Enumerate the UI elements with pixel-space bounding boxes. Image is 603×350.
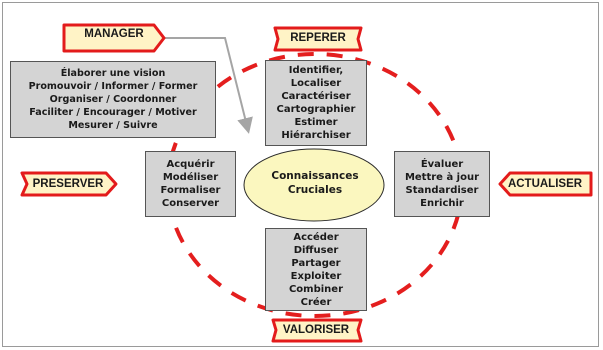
preserver-action: Formaliser bbox=[160, 185, 221, 196]
preserver-action: Conserver bbox=[161, 198, 220, 209]
center-label bbox=[254, 169, 376, 197]
reperer-actions-box bbox=[265, 60, 367, 146]
preserver-action: Modéliser bbox=[162, 172, 219, 183]
reperer-action: Hiérarchiser bbox=[281, 130, 351, 141]
valoriser-actions-box bbox=[265, 228, 367, 311]
actualiser-action: Standardiser bbox=[405, 185, 479, 196]
valoriser-action: Créer bbox=[300, 296, 332, 308]
actualiser-action: Enrichir bbox=[420, 198, 464, 209]
actualiser-actions-box bbox=[394, 151, 490, 217]
center-label-line: Cruciales bbox=[287, 184, 343, 196]
reperer-action: Localiser bbox=[290, 78, 342, 89]
center-label-line: Connaissances bbox=[271, 170, 359, 182]
manager-label: MANAGER bbox=[84, 28, 144, 40]
manager-action: Élaborer une vision bbox=[60, 68, 166, 79]
valoriser-action: Exploiter bbox=[290, 270, 342, 282]
reperer-action: Estimer bbox=[294, 117, 338, 128]
reperer-action: Identifier, bbox=[288, 65, 344, 76]
valoriser-action: Combiner bbox=[288, 283, 344, 295]
reperer-action: Caractériser bbox=[281, 91, 351, 102]
preserver-action: Acquérir bbox=[166, 159, 215, 170]
reperer-label: REPERER bbox=[290, 32, 346, 44]
valoriser-label: VALORISER bbox=[282, 324, 350, 336]
valoriser-action: Partager bbox=[291, 257, 341, 269]
preserver-actions-box bbox=[145, 151, 236, 217]
actualiser-action: Évaluer bbox=[420, 159, 464, 170]
actualiser-action: Mettre à jour bbox=[404, 172, 480, 183]
preserver-label: PRESERVER bbox=[32, 178, 104, 190]
valoriser-action: Accéder bbox=[293, 231, 339, 243]
reperer-action: Cartographier bbox=[276, 104, 356, 115]
manager-actions-box bbox=[10, 61, 216, 138]
valoriser-action: Diffuser bbox=[293, 244, 339, 256]
manager-action: Faciliter / Encourager / Motiver bbox=[29, 107, 197, 118]
manager-action: Promouvoir / Informer / Former bbox=[28, 81, 198, 92]
manager-action: Mesurer / Suivre bbox=[68, 120, 158, 131]
manager-action: Organiser / Coordonner bbox=[49, 94, 177, 105]
actualiser-label: ACTUALISER bbox=[507, 178, 583, 190]
